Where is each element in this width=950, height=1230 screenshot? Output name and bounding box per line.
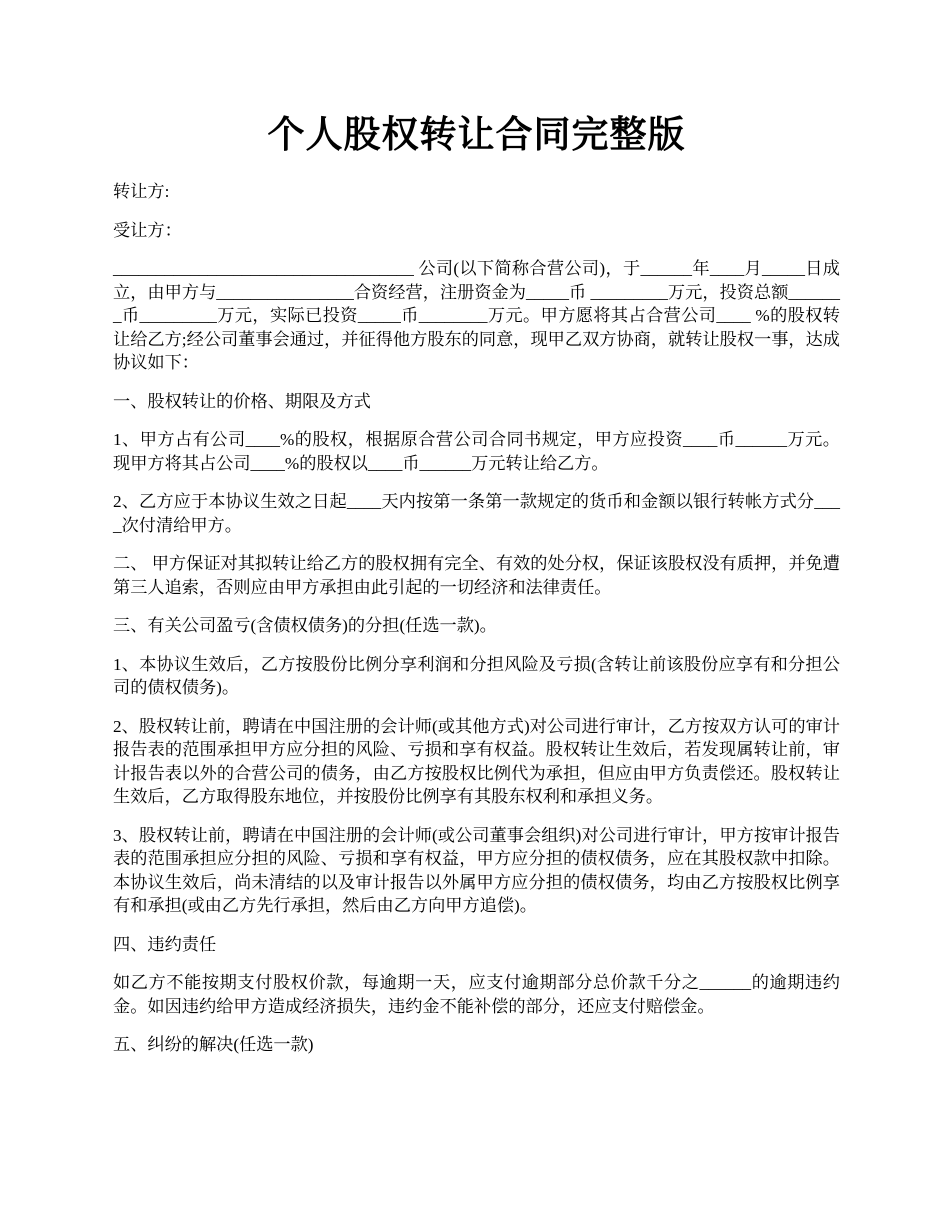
section-2-paragraph: 二、 甲方保证对其拟转让给乙方的股权拥有完全、有效的处分权，保证该股权没有质押，并免遭第三人追索，否则应由甲方承担由此引起的一切经济和法律责任。 xyxy=(113,554,840,597)
section-heading-1: 一、股权转让的价格、期限及方式 xyxy=(113,391,371,411)
transferor-line: 转让方: xyxy=(113,182,170,201)
section-4-paragraph: 如乙方不能按期支付股权价款，每逾期一天，应支付逾期部分总价款千分之______的逾期违约金。如因违约给甲方造成经济损失，违约金不能补偿的部分，还应支付赔偿金。 xyxy=(113,973,840,1016)
clause-3-3: 3、股权转让前，聘请在中国注册的会计师(或公司董事会组织)对公司进行审计，甲方按审计报告表的范围承担应分担的风险、亏损和享有权益，甲方应分担的债权债务，应在其股权款中扣除。本协议生效后，尚未清结的以及审计报告以外属甲方应分担的债权债务，均由乙方按股权比例享有和承担(或由乙方先行承担，然后由乙方向甲方追偿)。 xyxy=(113,825,840,915)
clause-3-1: 1、本协议生效后，乙方按股份比例分享利润和分担风险及亏损(含转让前该股份应享有和分担公司的债权债务)。 xyxy=(113,654,840,697)
clause-3-2: 2、股权转让前，聘请在中国注册的会计师(或其他方式)对公司进行审计，乙方按双方认可的审计报告表的范围承担甲方应分担的风险、亏损和享有权益。股权转让生效后，若发现属转让前，审计报告表以外的合营公司的债务，由乙方按股权比例代为承担，但应由甲方负责偿还。股权转让生效后，乙方取得股东地位，并按股份比例享有其股东权利和承担义务。 xyxy=(113,716,840,806)
section-heading-4: 四、违约责任 xyxy=(113,934,217,954)
section-heading-5: 五、纠纷的解决(任选一款) xyxy=(113,1035,314,1054)
clause-1-1: 1、甲方占有公司____%的股权，根据原合营公司合同书规定，甲方应投资____币______万元。现甲方将其占公司____%的股权以____币______万元转让给乙方。 xyxy=(113,430,840,473)
document-title: 个人股权转让合同完整版 xyxy=(267,115,686,156)
transferee-line: 受让方： xyxy=(113,220,182,240)
clause-1-2: 2、乙方应于本协议生效之日起____天内按第一条第一款规定的货币和金额以银行转帐方式分____次付清给甲方。 xyxy=(113,492,840,535)
intro-paragraph: ___________________________________ 公司(以下简称合营公司)，于______年____月_____日成立，由甲方与________________合资经营，注册资金为_____币 _________万元，投资总额_______币_________万元，实际已投资_____币________万元。甲方愿将其占合营公司____ %的股权转让给乙方;经公司董事会通过，并征得他方股东的同意，现甲乙双方协商，就转让股权一事，达成协议如下： xyxy=(113,259,840,372)
section-heading-3: 三、有关公司盈亏(含债权债务)的分担(任选一款)。 xyxy=(113,616,497,635)
document-page xyxy=(113,0,840,1057)
